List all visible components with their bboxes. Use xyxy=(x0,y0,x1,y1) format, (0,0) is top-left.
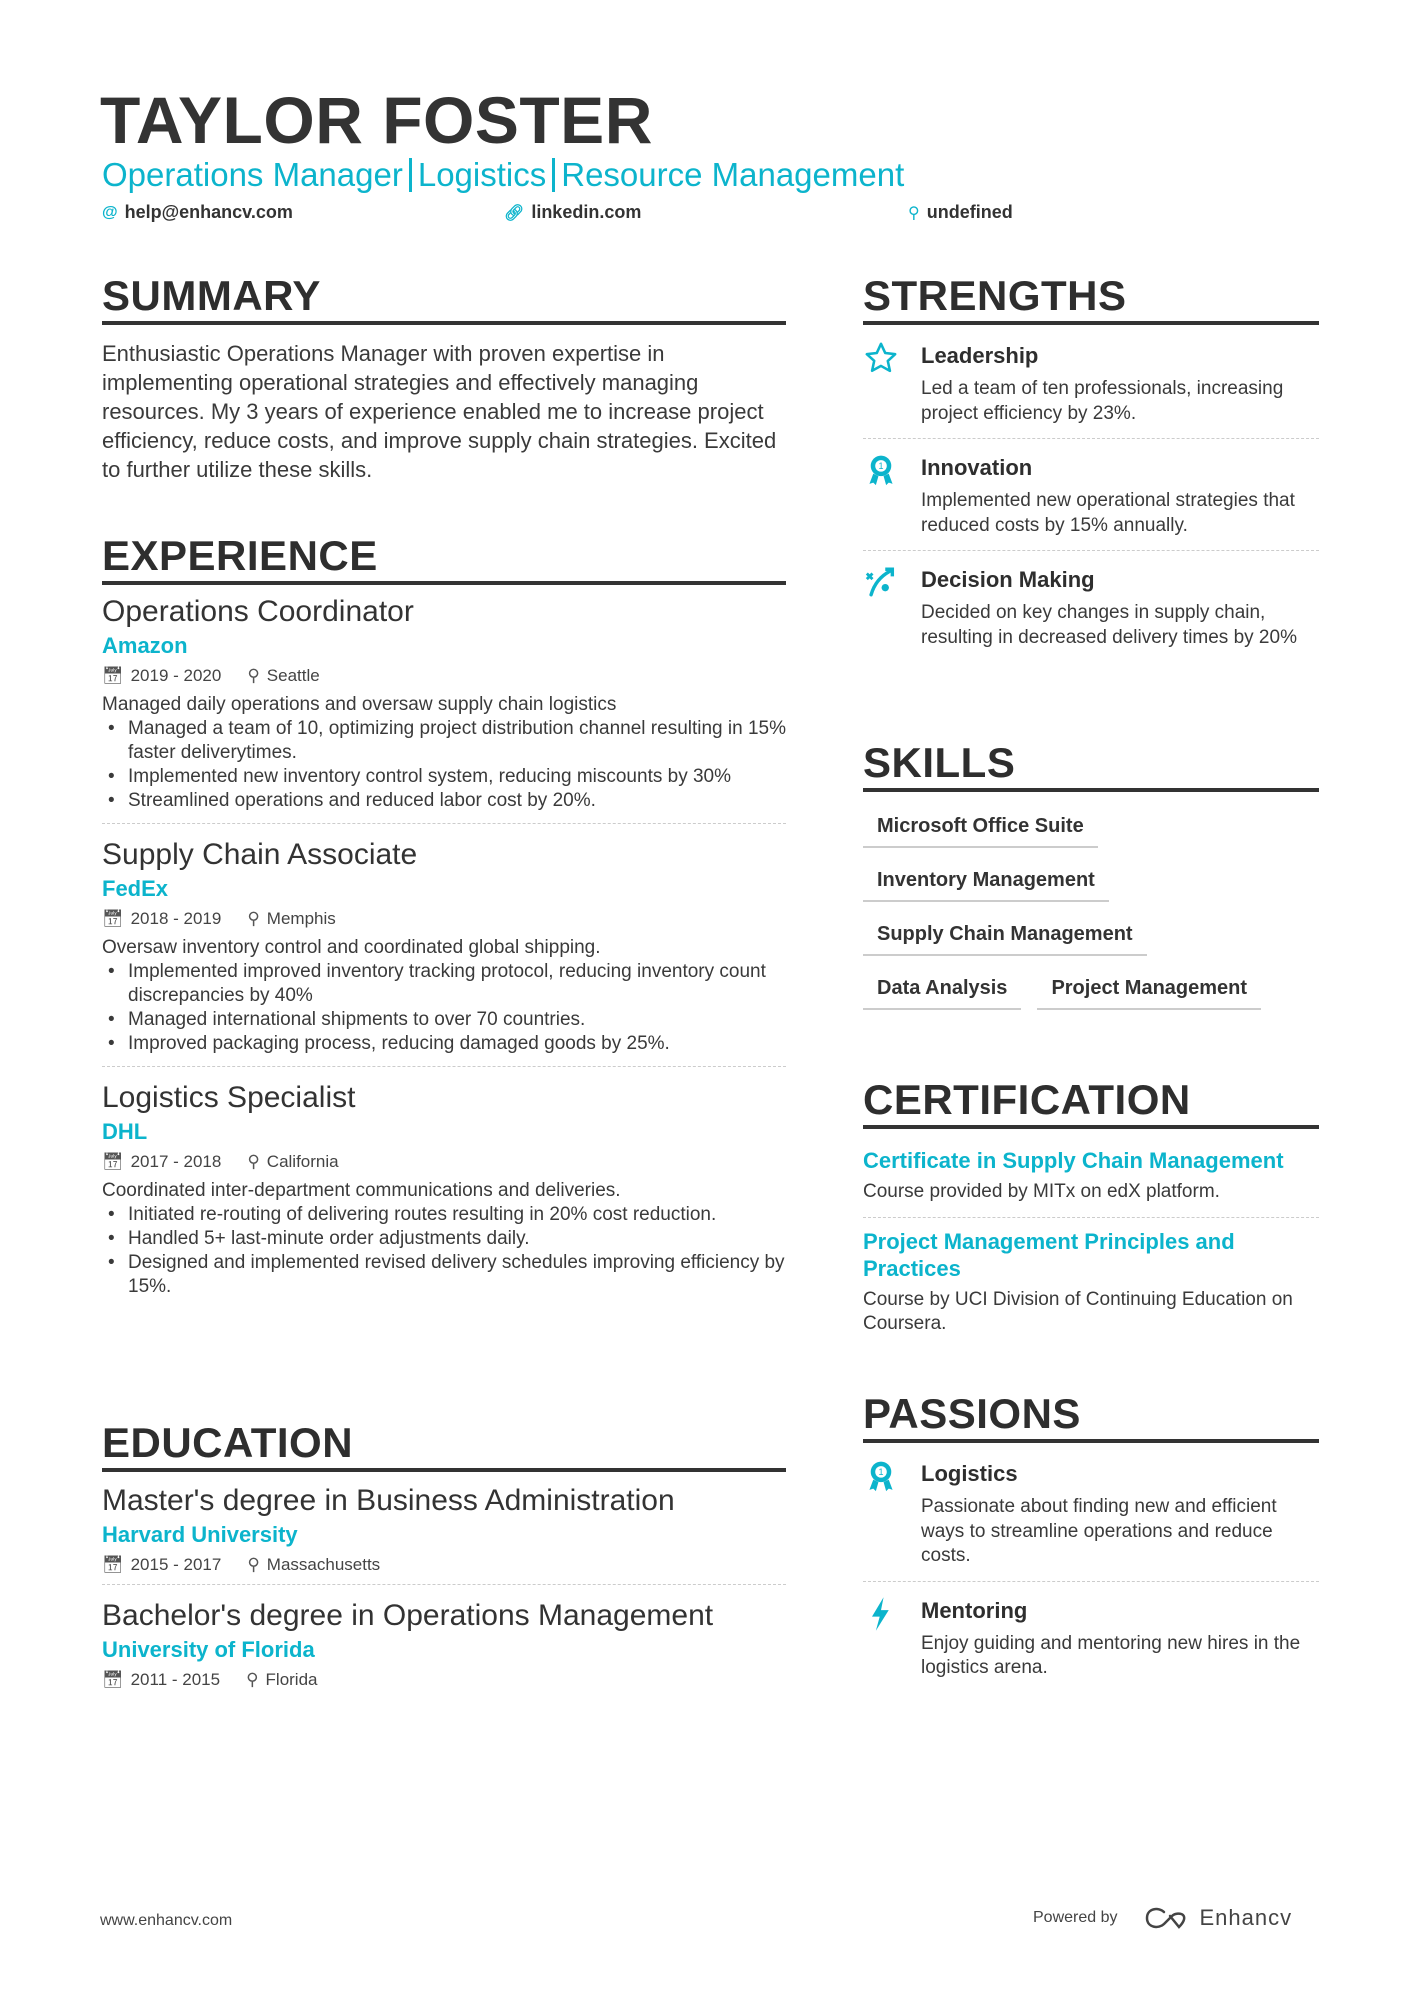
section-heading: SUMMARY xyxy=(102,271,786,325)
certification-entry xyxy=(863,1137,1319,1218)
lightning-icon xyxy=(863,1596,899,1681)
headline-role: Resource Management xyxy=(561,156,905,193)
calendar-icon: 📅︎ xyxy=(102,1670,124,1689)
contact-linkedin[interactable] xyxy=(504,202,641,223)
passions-section xyxy=(863,1389,1319,1693)
award-icon xyxy=(863,1459,899,1569)
date-range xyxy=(102,904,221,934)
school-name: University of Florida xyxy=(102,1637,315,1662)
education-section xyxy=(102,1418,786,1711)
degree-title: Bachelor's degree in Operations Management xyxy=(102,1599,714,1632)
location-text: California xyxy=(266,1152,339,1171)
location-pin-icon: ⚲ xyxy=(247,909,260,928)
svg-text:1: 1 xyxy=(878,1467,884,1478)
powered-by xyxy=(1033,1905,1292,1931)
bullet-item: • Designed and implemented revised delivery schedules improving efficiency by 15%. xyxy=(102,1251,786,1299)
item-title: Leadership xyxy=(921,343,1039,368)
item-description: Led a team of ten professionals, increasing project efficiency by 23%. xyxy=(921,378,1284,424)
skill-tag: Microsoft Office Suite xyxy=(863,806,1098,848)
calendar-icon: 📅︎ xyxy=(102,666,124,685)
bullet-item: • Managed international shipments to over 70 countries. xyxy=(102,1008,786,1032)
location xyxy=(246,1665,317,1695)
degree-title: Master's degree in Business Administration xyxy=(102,1484,675,1517)
date-text: 2019 - 2020 xyxy=(130,666,222,685)
date-range xyxy=(102,1665,220,1695)
meta-line xyxy=(102,904,786,934)
item-title: Logistics xyxy=(921,1461,1018,1486)
location-pin-icon: ⚲ xyxy=(246,1670,259,1689)
list-item xyxy=(863,551,1319,662)
candidate-name: TAYLOR FOSTER xyxy=(100,83,653,157)
item-description: Decided on key changes in supply chain, resulting in decreased delivery times by 20% xyxy=(921,602,1297,648)
bullet-item: • Streamlined operations and reduced labor cost by 20%. xyxy=(102,789,786,813)
item-content xyxy=(921,565,1319,650)
bullet-list xyxy=(102,717,786,813)
headline xyxy=(102,156,904,194)
item-description: Enjoy guiding and mentoring new hires in the logistics arena. xyxy=(921,1632,1301,1678)
school-name: Harvard University xyxy=(102,1522,298,1547)
bullet-item: • Initiated re-routing of delivering routes resulting in 20% cost reduction. xyxy=(102,1203,786,1227)
item-title: Decision Making xyxy=(921,567,1095,592)
location-text: Memphis xyxy=(266,909,336,928)
education-entry xyxy=(102,1482,786,1585)
list-item xyxy=(863,439,1319,551)
calendar-icon: 📅︎ xyxy=(102,1152,124,1171)
skill-tag: Supply Chain Management xyxy=(863,914,1147,956)
date-text: 2011 - 2015 xyxy=(130,1670,221,1689)
location-pin-icon: ⚲ xyxy=(247,1152,260,1171)
at-icon: @ xyxy=(102,203,118,221)
item-title: Mentoring xyxy=(921,1597,1028,1623)
svg-text:1: 1 xyxy=(878,461,884,472)
enhancv-logo-text: Enhancv xyxy=(1199,1905,1293,1930)
location-pin-icon: ⚲ xyxy=(247,666,260,685)
section-heading: SKILLS xyxy=(863,738,1319,792)
list-item xyxy=(863,327,1319,439)
location-text: Florida xyxy=(265,1670,318,1689)
location-pin-icon: ⚲ xyxy=(908,204,920,222)
certification-section xyxy=(863,1075,1319,1349)
item-content xyxy=(921,453,1319,538)
job-entry xyxy=(102,593,786,824)
location-text: Seattle xyxy=(266,666,320,685)
footer-url[interactable]: www.enhancv.com xyxy=(100,1912,233,1929)
job-title: Supply Chain Associate xyxy=(102,838,418,871)
education-entry xyxy=(102,1597,786,1699)
job-entry xyxy=(102,1079,786,1309)
section-heading: CERTIFICATION xyxy=(863,1075,1319,1129)
award-icon xyxy=(863,453,899,538)
item-description: Implemented new operational strategies that reduced costs by 15% annually. xyxy=(921,490,1295,536)
bullet-item: • Implemented new inventory control system, reducing miscounts by 30% xyxy=(102,765,786,789)
date-range xyxy=(102,661,221,691)
location xyxy=(247,1550,380,1580)
section-heading: EDUCATION xyxy=(102,1418,786,1472)
decision-path-icon xyxy=(863,565,899,650)
summary-section xyxy=(102,271,786,484)
section-heading: STRENGTHS xyxy=(863,271,1319,325)
job-title: Logistics Specialist xyxy=(102,1081,356,1114)
location-text: Massachusetts xyxy=(266,1555,381,1574)
location xyxy=(247,1147,338,1177)
skill-tag: Inventory Management xyxy=(863,860,1109,902)
meta-line xyxy=(102,1665,786,1695)
bullet-list xyxy=(102,960,786,1056)
date-range xyxy=(102,1550,221,1580)
meta-line xyxy=(102,661,786,691)
item-content xyxy=(921,1459,1319,1569)
powered-by-label: Powered by xyxy=(1033,1909,1118,1926)
meta-line xyxy=(102,1147,786,1177)
location-pin-icon: ⚲ xyxy=(247,1555,260,1574)
company-name: Amazon xyxy=(102,633,188,658)
email-text[interactable]: help@enhancv.com xyxy=(124,202,293,222)
section-heading: PASSIONS xyxy=(863,1389,1319,1443)
headline-role: Logistics xyxy=(417,156,547,193)
certification-description: Course provided by MITx on edX platform. xyxy=(863,1181,1220,1202)
certification-entry xyxy=(863,1218,1319,1349)
list-item xyxy=(863,1582,1319,1693)
job-description: Coordinated inter-department communications and deliveries. xyxy=(102,1180,621,1201)
company-name: FedEx xyxy=(102,876,169,901)
experience-section xyxy=(102,531,786,1321)
job-description: Oversaw inventory control and coordinated global shipping. xyxy=(102,937,601,958)
enhancv-logo-icon xyxy=(1144,1906,1190,1930)
section-heading: EXPERIENCE xyxy=(102,531,786,585)
company-name: DHL xyxy=(102,1119,148,1144)
divider xyxy=(409,158,412,192)
linkedin-text[interactable]: linkedin.com xyxy=(531,202,642,222)
skill-tag: Project Management xyxy=(1037,968,1261,1010)
divider xyxy=(552,158,555,192)
job-title: Operations Coordinator xyxy=(102,595,414,628)
meta-line xyxy=(102,1550,786,1580)
strengths-section xyxy=(863,271,1319,662)
link-icon: 🔗︎ xyxy=(504,204,525,222)
certification-title: Project Management Principles and Practices xyxy=(863,1228,1235,1281)
enhancv-logo xyxy=(1144,1905,1293,1931)
item-title: Innovation xyxy=(921,455,1033,480)
calendar-icon: 📅︎ xyxy=(102,909,124,928)
calendar-icon: 📅︎ xyxy=(102,1555,124,1574)
headline-role: Operations Manager xyxy=(102,156,403,193)
date-range xyxy=(102,1147,221,1177)
item-content xyxy=(921,341,1319,426)
certification-title: Certificate in Supply Chain Management xyxy=(863,1148,1284,1173)
bullet-item: • Implemented improved inventory tracking protocol, reducing inventory count discrepancies by 40% xyxy=(102,960,786,1008)
skills-section xyxy=(863,738,1319,1010)
job-entry xyxy=(102,836,786,1067)
bullet-item: • Improved packaging process, reducing damaged goods by 25%. xyxy=(102,1032,786,1056)
item-content xyxy=(921,1596,1319,1681)
summary-text: Enthusiastic Operations Manager with proven expertise in implementing operational strategies and effectively managing resources. My 3 years of experience enabled me to increase project efficiency, reduce costs, and improve supply chain strategies. Excited to further utilize these skills. xyxy=(102,341,777,482)
location-text: undefined xyxy=(926,202,1013,222)
date-text: 2017 - 2018 xyxy=(130,1152,222,1171)
contact-location xyxy=(908,202,1013,223)
item-description: Passionate about finding new and efficient ways to streamline operations and reduce costs. xyxy=(921,1496,1277,1566)
date-text: 2018 - 2019 xyxy=(130,909,222,928)
bullet-item: • Handled 5+ last-minute order adjustments daily. xyxy=(102,1227,786,1251)
certification-description: Course by UCI Division of Continuing Education on Coursera. xyxy=(863,1288,1293,1334)
location xyxy=(247,661,319,691)
skill-tag: Data Analysis xyxy=(863,968,1021,1010)
job-description: Managed daily operations and oversaw supply chain logistics xyxy=(102,694,617,715)
bullet-list xyxy=(102,1203,786,1299)
star-icon xyxy=(863,341,899,426)
date-text: 2015 - 2017 xyxy=(130,1555,222,1574)
location xyxy=(247,904,335,934)
contact-email[interactable] xyxy=(102,202,293,223)
list-item xyxy=(863,1445,1319,1582)
bullet-item: • Managed a team of 10, optimizing project distribution channel resulting in 15% faster deliverytimes. xyxy=(102,717,786,765)
